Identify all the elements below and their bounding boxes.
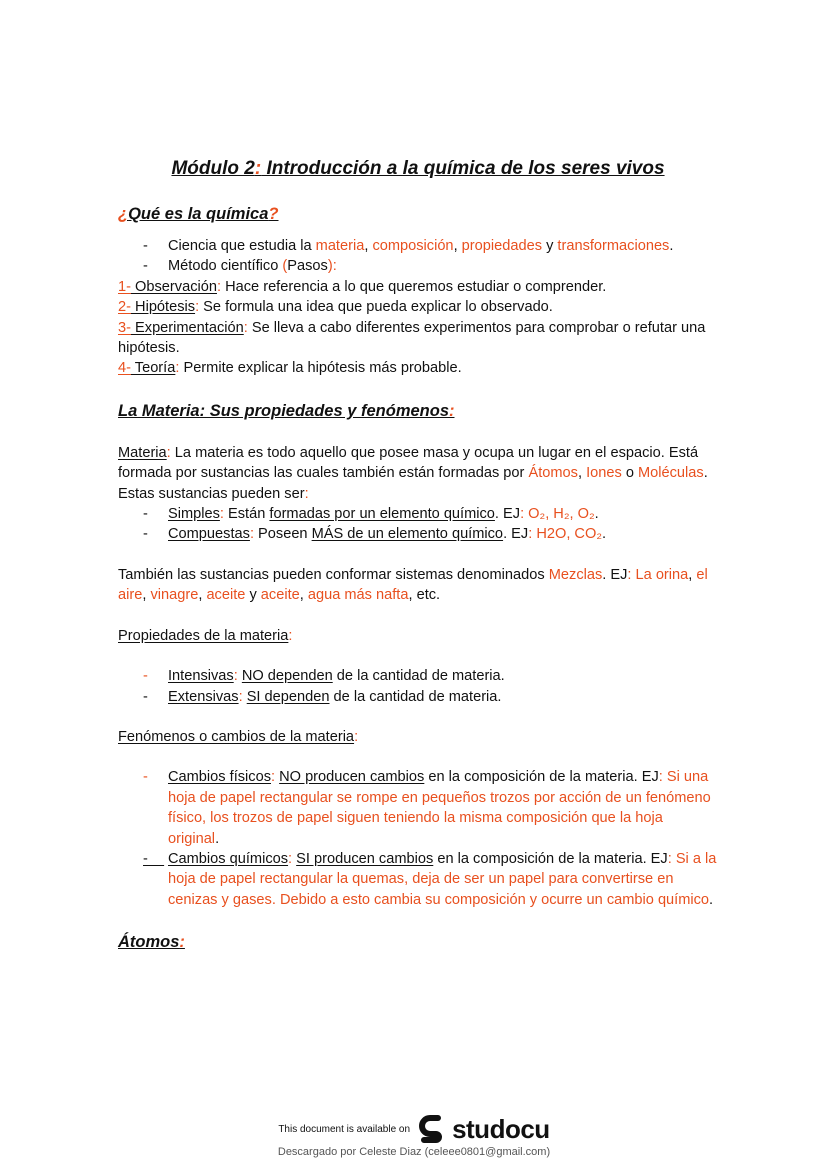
colon: : [520, 506, 525, 523]
text: , etc. [408, 587, 441, 604]
highlight: materia [315, 238, 365, 254]
colon: : [271, 769, 276, 786]
highlight: : Si a la hoja de papel rectangular la quemas, deja de ser un papel para convertirse en cenizas y gases. Debido a esto cambia su composición y ocurre un cambio químico [168, 850, 717, 908]
heading-text: La Materia: Sus propiedades y fenómenos [118, 401, 449, 420]
colon: : [233, 668, 238, 685]
step-name: Observación [130, 278, 217, 295]
footer-availability [0, 1112, 828, 1146]
highlight: ): [327, 258, 337, 275]
text: , [453, 238, 462, 254]
step-text: Se lleva a cabo diferentes experimentos para comprobar o refutar una hipótesis. [118, 319, 706, 357]
highlight: aceite [206, 587, 246, 604]
text: Poseen [254, 526, 312, 543]
underlined-text: SI producen cambios [296, 850, 434, 867]
text: La materia es todo aquello que posee masa y ocupa un lugar en el espacio. Está formada por sustancias las cuales también están formadas por [118, 444, 699, 482]
text: . EJ [494, 506, 521, 523]
studocu-wordmark: studocu [452, 1114, 550, 1144]
bullet-ciencia: - Ciencia que estudia la materia, composición, propiedades y transformaciones. [143, 238, 674, 254]
step-number: 3- [118, 319, 131, 336]
colon: : [354, 728, 359, 745]
text: , [142, 587, 151, 604]
text: , [364, 238, 373, 254]
colon: : [249, 526, 254, 543]
heading-mark: ? [268, 205, 279, 223]
bullet-extensivas: - Extensivas: SI dependen de la cantidad de materia. [143, 688, 502, 705]
text: en la composición de la materia. EJ [433, 850, 668, 867]
colon: : [166, 444, 171, 461]
bullet-compuestas: - Compuestas: Poseen MÁS de un elemento químico. EJ: H2O, CO₂. [143, 526, 607, 543]
step-item [118, 358, 718, 378]
step-colon: : [216, 278, 222, 295]
term: Compuestas [168, 526, 250, 543]
download-notice: Descargado por Celeste Diaz (celeee0801@gmail.com) [277, 1146, 551, 1158]
subheading-text: Propiedades de la materia [118, 627, 289, 644]
subheading-fenomenos [118, 727, 718, 747]
title-colon: : [254, 158, 262, 179]
highlight: Mezclas [548, 566, 603, 583]
term: Simples [168, 506, 220, 523]
subheading-text: Fenómenos o cambios de la materia [118, 728, 355, 745]
document-page [118, 150, 718, 954]
step-item [118, 318, 718, 359]
studocu-logo[interactable] [416, 1112, 550, 1146]
underlined-text: MÁS de un elemento químico [311, 526, 504, 543]
text: . [703, 465, 708, 482]
text: Pasos [287, 258, 328, 275]
text: . [709, 891, 714, 908]
text: , [688, 566, 697, 583]
heading-text: Qué es la química [128, 205, 269, 223]
underlined-text: NO producen cambios [279, 769, 425, 786]
text: Estas sustancias pueden ser [118, 485, 305, 502]
highlight: Moléculas [638, 465, 704, 482]
underlined-text: NO dependen [241, 668, 333, 685]
step-text: Se formula una idea que pueda explicar lo observado. [199, 299, 553, 316]
text: Método científico [168, 258, 283, 275]
text: . EJ [503, 526, 529, 543]
bullet-metodo: - Método científico (Pasos): [143, 258, 337, 275]
colon: : [219, 506, 224, 523]
studocu-logo-icon [416, 1112, 450, 1146]
highlight: : La orina [627, 566, 689, 583]
step-name: Hipótesis [130, 299, 196, 316]
highlight: O₂, H₂, O₂ [524, 506, 595, 523]
subheading-propiedades [118, 626, 718, 646]
highlight: : Si una hoja de papel rectangular se rompe en pequeños trozos por acción de un fenómeno físico, los trozos de papel siguen teniendo la misma composición que la hoja original [168, 769, 711, 847]
step-item [118, 277, 718, 297]
section-heading-atomos [118, 930, 718, 954]
bullet-intensivas: - Intensivas: NO dependen de la cantidad de materia. [143, 668, 505, 685]
heading-mark: : [449, 401, 455, 420]
paragraph-mezclas [118, 565, 718, 606]
paragraph-materia [118, 443, 718, 484]
step-colon: : [195, 299, 200, 316]
text: . EJ [602, 566, 628, 583]
highlight: ( [282, 258, 288, 275]
text: Ciencia que estudia la [168, 238, 316, 254]
text: También las sustancias pueden conformar sistemas denominados [118, 566, 549, 583]
colon: : [238, 688, 243, 705]
step-colon: : [243, 319, 248, 336]
step-name: Teoría [130, 360, 176, 377]
term: Materia [118, 444, 167, 461]
text: , [198, 587, 207, 604]
text: y [542, 238, 558, 254]
colon: : [288, 627, 293, 644]
section-heading-quimica [118, 202, 718, 226]
heading-mark: : [179, 933, 185, 952]
text: . [669, 238, 674, 254]
text: y [245, 587, 261, 604]
highlight: transformaciones [557, 238, 670, 254]
step-text: Permite explicar la hipótesis más probable. [179, 360, 462, 377]
colon: : [528, 526, 533, 543]
text: . [602, 526, 607, 543]
text: Están [223, 506, 270, 523]
underlined-text: formadas por un elemento químico [269, 506, 495, 523]
document-title [118, 156, 718, 182]
paragraph-sustancias [118, 484, 718, 504]
heading-mark: ¿ [118, 205, 129, 223]
text: . [594, 506, 599, 523]
text: de la cantidad de materia. [332, 668, 505, 685]
step-number: 1- [118, 278, 131, 295]
text: , [577, 465, 587, 482]
highlight: Átomos [528, 465, 578, 482]
step-number: 2- [118, 299, 131, 316]
term: Extensivas [168, 688, 239, 705]
highlight: composición [372, 238, 454, 254]
text: o [621, 465, 638, 482]
text: , [299, 587, 308, 604]
bullet-cambios-quimicos: - Cambios químicos: SI producen cambios en la composición de la materia. EJ: Si a la hoja de papel rectangular la quemas, deja de ser un papel para convertirse en cenizas y gases. Debido a esto cambia su composición y ocurre un cambio químico. [143, 850, 717, 908]
bullet-simples: - Simples: Están formadas por un elemento químico. EJ: O₂, H₂, O₂. [143, 506, 599, 523]
highlight: aceite [260, 587, 300, 604]
section-heading-materia [118, 399, 718, 423]
title-part: Introducción a la química de los seres vivos [261, 158, 665, 179]
colon: : [304, 485, 309, 502]
term: Cambios químicos [168, 850, 289, 867]
step-text: Hace referencia a lo que queremos estudiar o comprender. [221, 278, 607, 295]
text: en la composición de la materia. EJ [424, 769, 659, 786]
colon: : [288, 850, 293, 867]
term: Intensivas [168, 668, 234, 685]
highlight: propiedades [461, 238, 543, 254]
highlight: Iones [586, 465, 622, 482]
highlight: agua más nafta [307, 587, 409, 604]
title-part: Módulo 2 [171, 158, 255, 179]
step-colon: : [175, 360, 180, 377]
step-number: 4- [118, 360, 131, 377]
text: . [215, 830, 220, 847]
text: de la cantidad de materia. [329, 688, 502, 705]
highlight: el aire [118, 566, 708, 604]
highlight: vinagre [150, 587, 199, 604]
highlight: H2O, CO₂ [532, 526, 602, 543]
availability-text: This document is available on [278, 1123, 411, 1135]
step-item [118, 297, 718, 317]
bullet-cambios-fisicos: - Cambios físicos: NO producen cambios en la composición de la materia. EJ: Si una hoja de papel rectangular se rompe en pequeños trozos por acción de un fenómeno físico, los trozos de papel siguen teniendo la misma composición que la hoja original. [143, 769, 711, 847]
underlined-text: SI dependen [246, 688, 330, 705]
heading-text: Átomos [118, 933, 180, 952]
term: Cambios físicos [168, 769, 271, 786]
step-name: Experimentación [130, 319, 244, 336]
